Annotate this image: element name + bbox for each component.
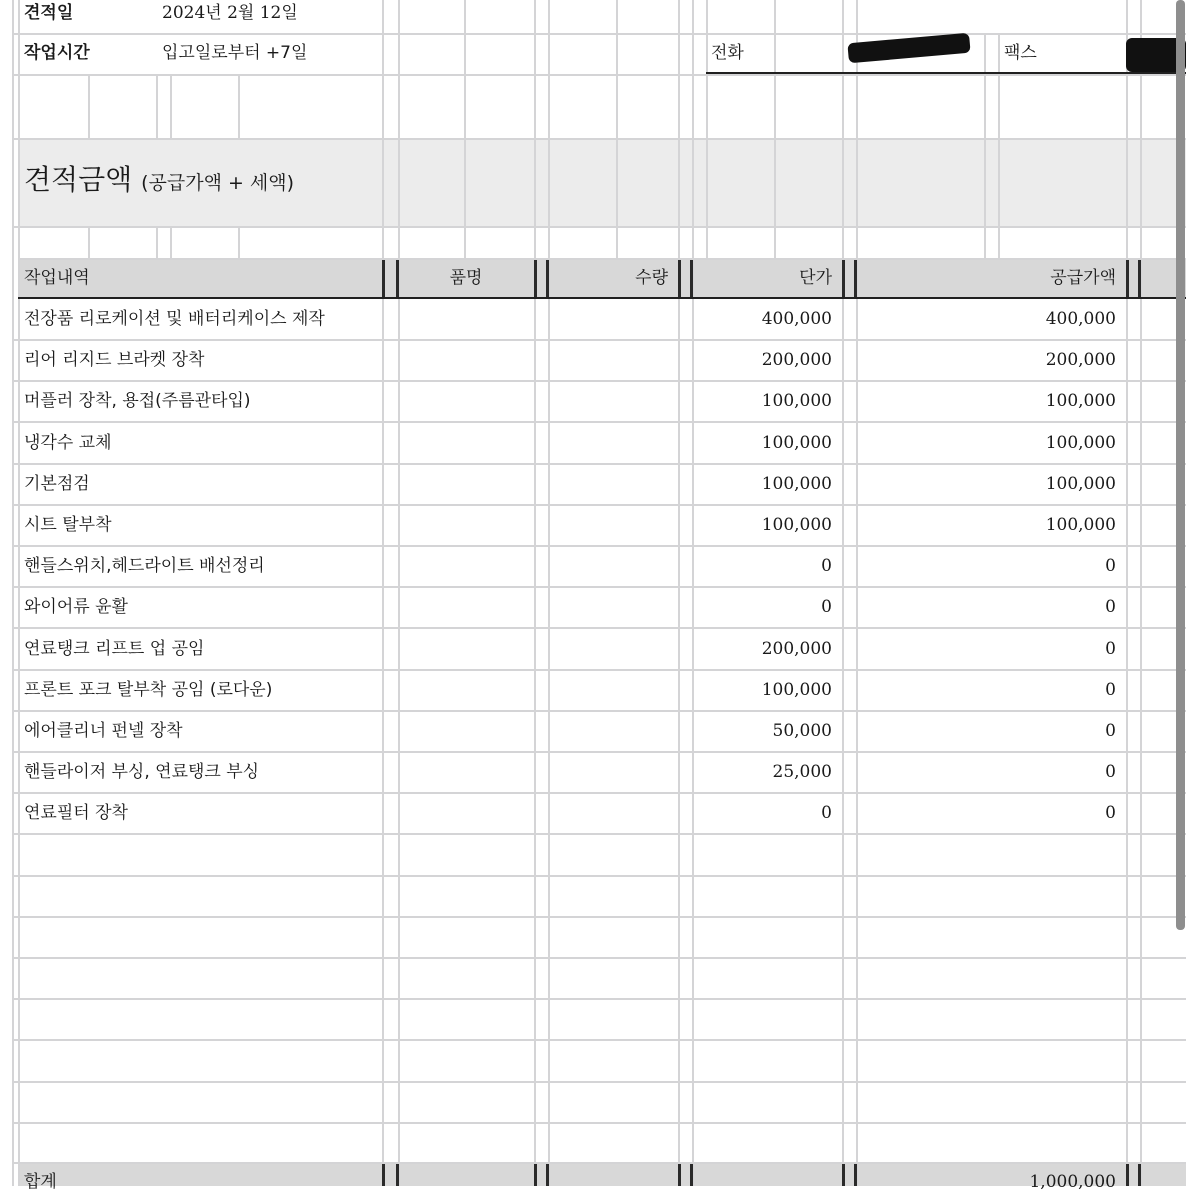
row-item-cell[interactable]: 연료탱크 리프트 업 공임 — [24, 639, 205, 659]
grid-vline — [854, 258, 857, 298]
grid-vline — [534, 1162, 537, 1186]
grid-hline — [12, 463, 1186, 465]
grid-vline — [18, 0, 20, 1186]
row-supply-cell[interactable]: 100,000 — [1045, 391, 1116, 411]
row-unit-price-cell[interactable]: 0 — [821, 597, 832, 617]
grid-vline — [546, 1162, 549, 1186]
grid-vline — [396, 258, 399, 298]
grid-hline — [12, 751, 1186, 753]
grid-vline — [396, 1162, 399, 1186]
grid-vline — [382, 1162, 385, 1186]
row-supply-cell[interactable]: 0 — [1105, 597, 1116, 617]
row-unit-price-cell[interactable]: 200,000 — [761, 350, 832, 370]
grid-vline — [548, 0, 550, 1186]
grid-hline — [18, 297, 1186, 299]
col-header-supply: 공급가액 — [1050, 268, 1116, 288]
grid-hline — [12, 669, 1186, 671]
table-row — [0, 680, 1186, 710]
grid-hline — [12, 916, 1186, 918]
grid-vline — [238, 74, 240, 138]
grid-vline — [1138, 1162, 1141, 1186]
row-item-cell[interactable]: 냉각수 교체 — [24, 433, 112, 453]
grid-hline — [12, 1039, 1186, 1041]
row-item-cell[interactable]: 프론트 포크 탈부착 공임 (로다운) — [24, 680, 273, 700]
grid-hline — [12, 545, 1186, 547]
row-unit-price-cell[interactable]: 0 — [821, 803, 832, 823]
grid-hline — [12, 710, 1186, 712]
row-unit-price-cell[interactable]: 50,000 — [772, 721, 832, 741]
estimate-date-label: 견적일 — [24, 3, 74, 23]
grid-vline — [678, 0, 680, 1186]
grid-vline — [692, 0, 694, 1186]
grid-vline — [88, 74, 90, 138]
contact-underline — [706, 72, 1186, 74]
grid-vline — [678, 258, 681, 298]
row-supply-cell[interactable]: 100,000 — [1045, 515, 1116, 535]
row-supply-cell[interactable]: 400,000 — [1045, 309, 1116, 329]
grid-vline — [842, 0, 844, 1186]
table-row — [0, 639, 1186, 669]
row-unit-price-cell[interactable]: 100,000 — [761, 515, 832, 535]
grid-vline — [170, 228, 172, 258]
grid-hline — [18, 258, 1186, 260]
row-unit-price-cell[interactable]: 0 — [821, 556, 832, 576]
grid-hline — [12, 74, 1186, 76]
grid-vline — [156, 74, 158, 138]
grid-vline — [238, 228, 240, 258]
grid-hline — [12, 792, 1186, 794]
row-supply-cell[interactable]: 100,000 — [1045, 433, 1116, 453]
grid-vline — [534, 258, 537, 298]
col-header-item: 작업내역 — [24, 268, 90, 288]
grid-hline — [12, 1122, 1186, 1124]
grid-vline — [690, 258, 693, 298]
col-header-unit-price: 단가 — [799, 268, 832, 288]
grid-vline — [88, 228, 90, 258]
grid-hline — [12, 998, 1186, 1000]
row-supply-cell[interactable]: 0 — [1105, 721, 1116, 741]
grid-vline — [998, 34, 1000, 258]
grid-vline — [464, 0, 466, 258]
grid-hline — [12, 957, 1186, 959]
grid-vline — [842, 258, 845, 298]
grid-vline — [774, 0, 776, 258]
grid-vline — [546, 258, 549, 298]
grid-vline — [382, 258, 385, 298]
table-row — [0, 391, 1186, 421]
grid-vline — [856, 0, 858, 1186]
row-item-cell[interactable]: 와이어류 윤활 — [24, 597, 128, 617]
grid-vline — [616, 0, 618, 258]
grid-vline — [842, 1162, 845, 1186]
grid-hline — [12, 339, 1186, 341]
row-unit-price-cell[interactable]: 100,000 — [761, 474, 832, 494]
row-item-cell[interactable]: 리어 리지드 브라켓 장착 — [24, 350, 205, 370]
grid-hline — [12, 586, 1186, 588]
table-row — [0, 350, 1186, 380]
fax-label: 팩스 — [1004, 43, 1037, 63]
col-header-qty: 수량 — [635, 268, 668, 288]
grid-hline — [12, 1081, 1186, 1083]
grid-vline — [534, 0, 536, 1186]
work-time-label: 작업시간 — [24, 43, 90, 63]
row-supply-cell[interactable]: 0 — [1105, 556, 1116, 576]
work-time-value[interactable]: 입고일로부터 +7일 — [162, 43, 308, 63]
grid-hline — [12, 504, 1186, 506]
grid-hline — [12, 833, 1186, 835]
grid-vline — [854, 1162, 857, 1186]
row-unit-price-cell[interactable]: 200,000 — [761, 639, 832, 659]
grid-vline — [170, 74, 172, 138]
row-item-cell[interactable]: 전장품 리로케이션 및 배터리케이스 제작 — [24, 309, 325, 329]
row-item-cell[interactable]: 기본점검 — [24, 474, 90, 494]
grid-hline — [12, 380, 1186, 382]
row-unit-price-cell[interactable]: 400,000 — [761, 309, 832, 329]
grid-vline — [382, 0, 384, 1186]
grid-hline — [12, 1162, 1186, 1164]
grid-hline — [12, 138, 1186, 140]
table-row — [0, 515, 1186, 545]
row-unit-price-cell[interactable]: 100,000 — [761, 391, 832, 411]
row-supply-cell[interactable]: 0 — [1105, 639, 1116, 659]
grid-vline — [1140, 0, 1142, 1186]
grid-vline — [984, 34, 986, 258]
grid-hline — [12, 226, 1186, 228]
row-unit-price-cell[interactable]: 100,000 — [761, 680, 832, 700]
section-title-subtitle: (공급가액 + 세액) — [141, 172, 295, 194]
vertical-scrollbar[interactable] — [1176, 0, 1185, 930]
table-row — [0, 721, 1186, 751]
total-value: 1,000,000 — [1029, 1172, 1116, 1192]
row-supply-cell[interactable]: 0 — [1105, 762, 1116, 782]
grid-vline — [690, 1162, 693, 1186]
row-item-cell[interactable]: 에어클리너 펀넬 장착 — [24, 721, 183, 741]
grid-hline — [12, 875, 1186, 877]
grid-vline — [1126, 0, 1128, 1186]
grid-vline — [1138, 258, 1141, 298]
section-title-main: 견적금액 — [24, 163, 133, 196]
table-row — [0, 309, 1186, 339]
row-unit-price-cell[interactable]: 100,000 — [761, 433, 832, 453]
table-row — [0, 474, 1186, 504]
grid-vline — [1126, 258, 1129, 298]
table-row — [0, 433, 1186, 463]
col-header-name: 품명 — [449, 268, 483, 288]
section-title — [24, 163, 294, 200]
grid-vline — [156, 228, 158, 258]
row-item-cell[interactable]: 시트 탈부착 — [24, 515, 112, 535]
grid-vline — [398, 0, 400, 1186]
table-row — [0, 762, 1186, 792]
table-row — [0, 597, 1186, 627]
row-supply-cell[interactable]: 100,000 — [1045, 474, 1116, 494]
grid-hline — [12, 33, 1186, 35]
row-supply-cell[interactable]: 200,000 — [1045, 350, 1116, 370]
estimate-date-value[interactable]: 2024년 2월 12일 — [162, 3, 298, 23]
table-row — [0, 803, 1186, 833]
row-unit-price-cell[interactable]: 25,000 — [772, 762, 832, 782]
row-item-cell[interactable]: 머플러 장착, 용접(주름관타입) — [24, 391, 251, 411]
grid-vline — [1126, 1162, 1129, 1186]
grid-hline — [12, 421, 1186, 423]
grid-hline — [12, 627, 1186, 629]
left-border — [12, 0, 14, 1186]
table-row — [0, 556, 1186, 586]
row-item-cell[interactable]: 핸들스위치,헤드라이트 배선정리 — [24, 556, 265, 576]
grid-vline — [706, 0, 708, 258]
row-supply-cell[interactable]: 0 — [1105, 680, 1116, 700]
grid-vline — [678, 1162, 681, 1186]
row-supply-cell[interactable]: 0 — [1105, 803, 1116, 823]
total-label: 합계 — [24, 1172, 57, 1192]
phone-redaction — [847, 33, 970, 64]
row-item-cell[interactable]: 핸들라이저 부싱, 연료탱크 부싱 — [24, 762, 260, 782]
row-item-cell[interactable]: 연료필터 장착 — [24, 803, 128, 823]
phone-label: 전화 — [711, 43, 744, 63]
